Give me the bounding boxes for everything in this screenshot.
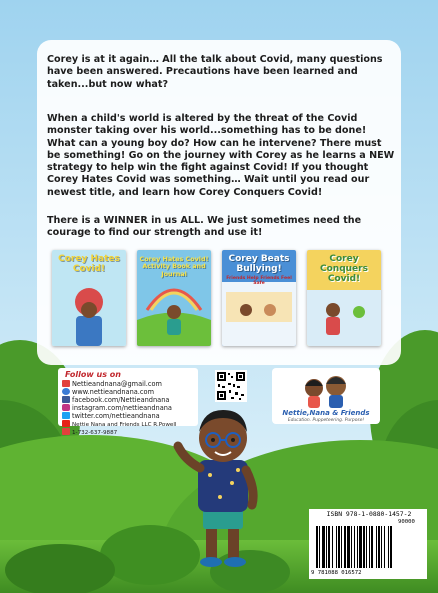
description-paragraph-3: There is a WINNER in us ALL. We just sometimes need the courage to find our strength and use it!	[47, 215, 362, 239]
book-title: Corey Hates Covid!	[58, 254, 120, 274]
barcode-bar	[336, 526, 337, 568]
social-item-label: twitter.com/nettieandnana	[72, 412, 160, 420]
barcode-bar	[354, 526, 355, 568]
youtube-icon	[62, 420, 70, 427]
social-item-label: Nettie Nana and Friends LLC R.Powell	[72, 422, 177, 428]
social-item-label: www.nettieandnana.com	[72, 388, 154, 396]
barcode-bar	[347, 526, 350, 568]
barcode-bar	[326, 526, 327, 568]
book-cover-corey-conquers-covid	[307, 250, 381, 346]
barcode-bar	[378, 526, 380, 568]
book-cover-corey-beats-bullying	[222, 250, 296, 346]
book-title: Corey Hates Covid! Activity Book and Journal	[139, 255, 209, 278]
barcode-bar	[359, 526, 362, 568]
social-item-label: facebook.com/Nettieandnana	[72, 396, 170, 404]
social-item-website[interactable]	[62, 388, 212, 396]
barcode-bar	[341, 526, 342, 568]
barcode-bar	[357, 526, 358, 568]
barcode-bar	[316, 526, 318, 568]
barcode-number: 9 781088 016572	[311, 570, 362, 576]
logo-name: Nettie,Nana & Friends	[282, 409, 370, 417]
social-item-twitter[interactable]	[62, 412, 212, 420]
social-item-label: instagram.com/nettieandnana	[72, 404, 172, 412]
book-cover-corey-hates-covid	[52, 250, 126, 346]
barcode-bar	[351, 526, 352, 568]
instagram-icon	[62, 404, 70, 411]
book-cover-activity-book	[137, 250, 211, 346]
barcode-bar	[366, 526, 367, 568]
book-title: Corey Beats Bullying!	[228, 254, 290, 274]
social-item-email[interactable]	[62, 380, 212, 388]
follow-us-title: Follow us on	[65, 370, 121, 379]
qr-code[interactable]	[215, 370, 247, 402]
isbn-text: ISBN 978-1-0880-1457-2	[326, 510, 412, 518]
barcode-bar	[371, 526, 373, 568]
barcode-bar	[381, 526, 382, 568]
globe-icon	[62, 388, 70, 395]
barcode-bar	[376, 526, 377, 568]
book-title: Corey Conquers Covid!	[320, 254, 368, 284]
barcode-bar	[332, 526, 333, 568]
logo-tagline: Education. Puppeteering. Purpose!	[287, 418, 365, 423]
barcode-bar	[390, 526, 392, 568]
barcode-bar	[319, 526, 320, 568]
social-item-label: 1-732-637-9887	[72, 430, 118, 436]
barcode-bar	[363, 526, 365, 568]
phone-icon	[62, 428, 70, 435]
email-icon	[62, 380, 70, 387]
social-item-phone[interactable]	[62, 428, 212, 437]
twitter-icon	[62, 412, 70, 419]
barcode-bar	[328, 526, 330, 568]
barcode-bar	[344, 526, 346, 568]
barcode-bar	[388, 526, 389, 568]
barcode-bar	[369, 526, 370, 568]
barcode-bar	[338, 526, 340, 568]
book-subtitle: Friends Help Friends Feel Safe	[226, 276, 292, 286]
barcode-bar	[384, 526, 385, 568]
logo-characters-icon	[300, 372, 352, 408]
social-item-instagram[interactable]	[62, 404, 212, 412]
price-code: 90000	[398, 519, 415, 525]
barcode-bar	[322, 526, 325, 568]
barcode-bars	[314, 526, 424, 570]
description-paragraph-2: When a child's world is altered by the threat of the Covid monster taking over his world...something has to be done! What can a young boy do? How can he intervene? There must be something! Go on the journey with Corey as he learns a NEW strategy to help win the fight against Covid! If you thought Corey Hates Covid was something… Wait until you read our newest title, and learn how Corey Conquers Covid!	[47, 113, 395, 198]
social-item-label: Nettieandnana@gmail.com	[72, 380, 162, 388]
facebook-icon	[62, 396, 70, 403]
description-paragraph-1: Corey is at it again… All the talk about Covid, many questions have been answered. Precautions have been learned and taken...but now what?	[47, 54, 383, 90]
social-item-facebook[interactable]	[62, 396, 212, 404]
